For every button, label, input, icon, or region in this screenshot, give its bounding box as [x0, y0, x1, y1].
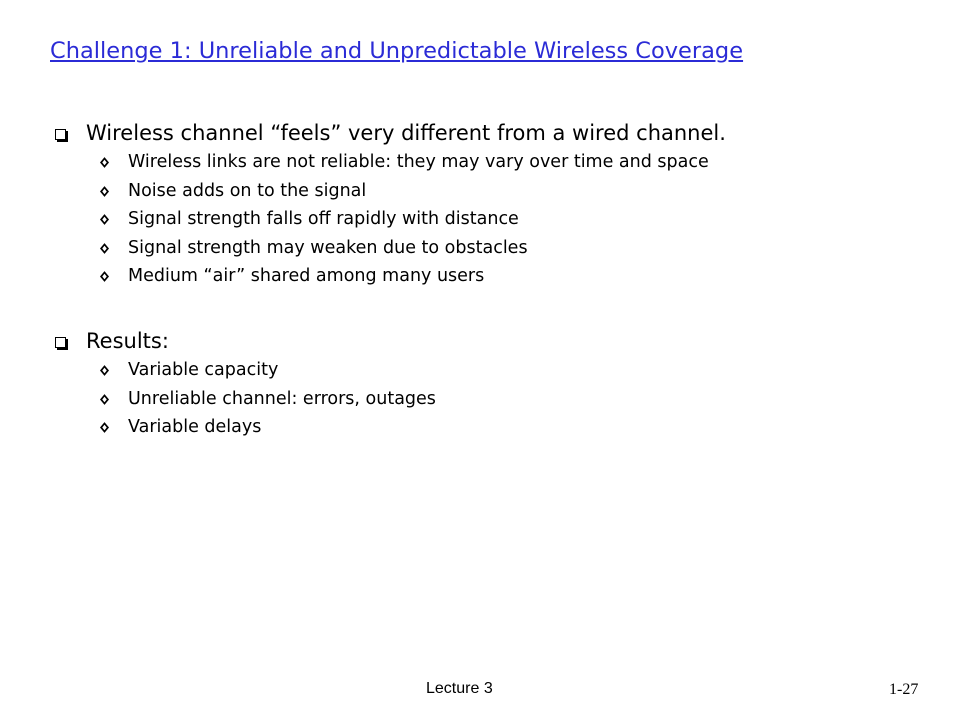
- list-item: [46, 385, 436, 414]
- list-item: [46, 234, 726, 263]
- footer-lecture-label: Lecture 3: [426, 680, 493, 697]
- diamond-bullet-icon: [100, 422, 109, 433]
- list-item: [46, 177, 726, 206]
- square-bullet-icon: [55, 337, 66, 348]
- list-item-text: Wireless links are not reliable: they may vary over time and space: [128, 152, 709, 172]
- diamond-bullet-icon: [100, 243, 109, 254]
- list-item-text: Signal strength may weaken due to obstacles: [128, 237, 528, 258]
- diamond-bullet-icon: [100, 365, 109, 376]
- list-item-text: Signal strength falls off rapidly with distance: [128, 209, 519, 229]
- list-item-text: Variable capacity: [128, 360, 279, 380]
- diamond-bullet-icon: [100, 271, 109, 282]
- diamond-bullet-icon: [100, 186, 109, 197]
- bullet-section-results: [46, 326, 436, 442]
- list-item: [46, 413, 436, 442]
- list-item-text: Variable delays: [128, 417, 262, 437]
- list-item: [46, 148, 726, 177]
- bullet-section-channel: [46, 118, 726, 291]
- bullet-level1: [46, 326, 436, 356]
- diamond-bullet-icon: [100, 214, 109, 225]
- list-item: [46, 356, 436, 385]
- page-number: 1-27: [889, 681, 919, 698]
- diamond-bullet-icon: [100, 157, 109, 168]
- slide-title: Challenge 1: Unreliable and Unpredictable Wireless Coverage: [50, 38, 744, 64]
- list-item: [46, 262, 726, 291]
- bullet-level1: [46, 118, 726, 148]
- bullet-heading: Wireless channel “feels” very different from a wired channel.: [86, 121, 726, 145]
- list-item-text: Noise adds on to the signal: [128, 180, 367, 201]
- square-bullet-icon: [55, 129, 66, 140]
- list-item: [46, 205, 726, 234]
- list-item-text: Medium “air” shared among many users: [128, 266, 485, 286]
- bullet-heading: Results:: [86, 329, 169, 353]
- diamond-bullet-icon: [100, 394, 109, 405]
- list-item-text: Unreliable channel: errors, outages: [128, 388, 436, 409]
